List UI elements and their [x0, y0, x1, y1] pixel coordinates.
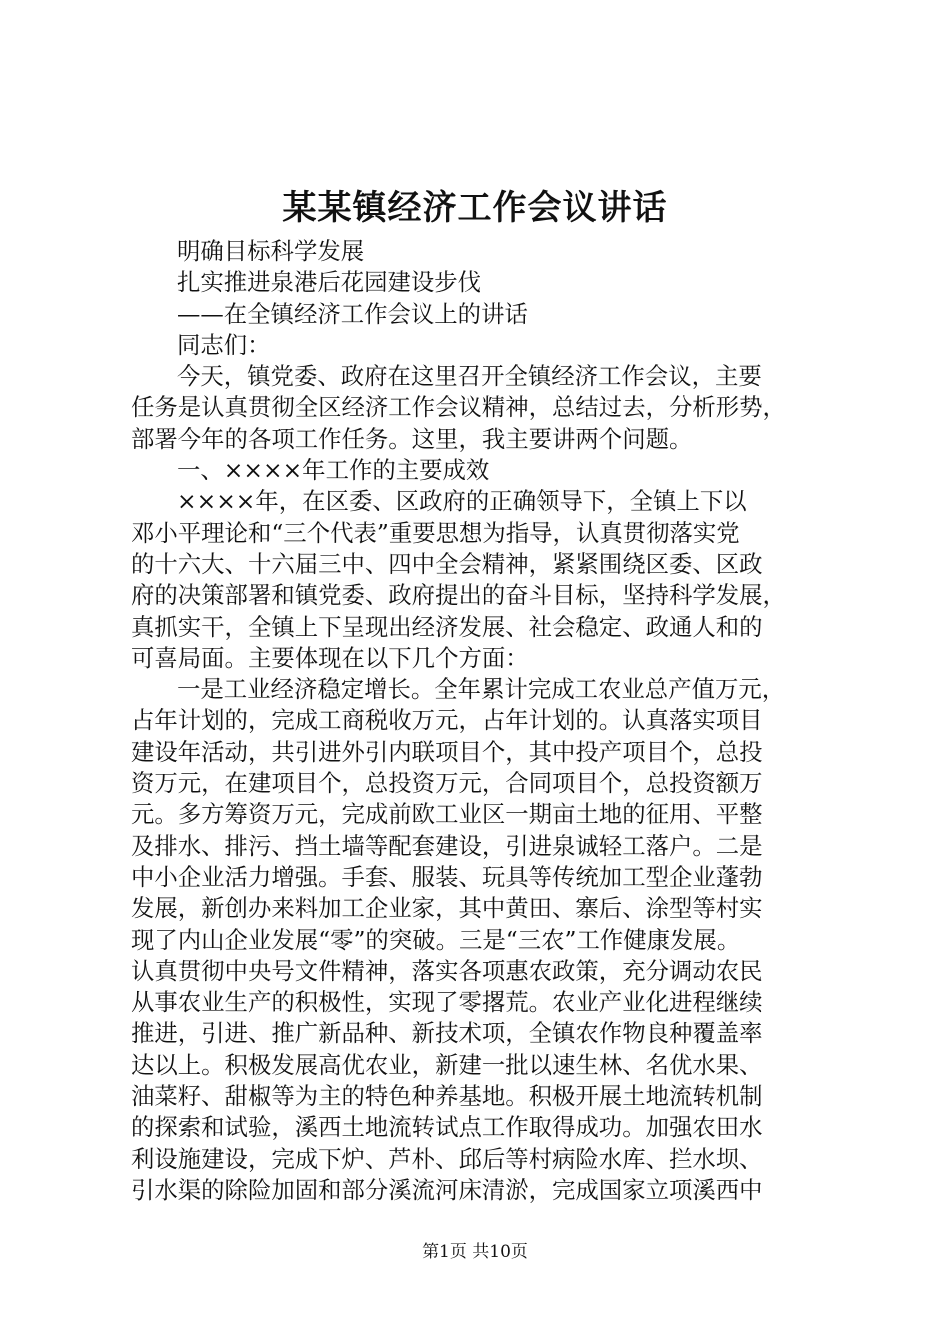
body-line: 可喜局面。主要体现在以下几个方面： — [131, 643, 529, 672]
body-line: 元。多方筹资万元，完成前欧工业区一期亩土地的征用、平整 — [131, 800, 763, 829]
body-line: 建设年活动，共引进外引内联项目个，其中投产项目个，总投 — [131, 737, 763, 766]
body-line: 认真贯彻中央号文件精神，落实各项惠农政策，充分调动农民 — [131, 956, 763, 985]
document-body — [131, 236, 831, 1206]
body-line: 油菜籽、甜椒等为主的特色种养基地。积极开展土地流转机制 — [131, 1082, 763, 1111]
body-line: 及排水、排污、挡土墙等配套建设，引进泉诚轻工落户。二是 — [131, 831, 763, 860]
body-line: 府的决策部署和镇党委、政府提出的奋斗目标，坚持科学发展， — [131, 581, 786, 610]
body-line: 从事农业生产的积极性，实现了零撂荒。农业产业化进程继续 — [131, 988, 763, 1017]
body-line: ——在全镇经济工作会议上的讲话 — [177, 299, 528, 328]
body-line: 的探索和试验，溪西土地流转试点工作取得成功。加强农田水 — [131, 1113, 763, 1142]
body-line: 同志们： — [177, 330, 271, 359]
body-line: 中小企业活力增强。手套、服装、玩具等传统加工型企业蓬勃 — [131, 862, 763, 891]
body-line: 占年计划的，完成工商税收万元，占年计划的。认真落实项目 — [131, 706, 763, 735]
body-line: 资万元，在建项目个，总投资万元，合同项目个，总投资额万 — [131, 769, 763, 798]
body-line: 扎实推进泉港后花园建设步伐 — [177, 268, 482, 297]
document-title: 某某镇经济工作会议讲话 — [282, 188, 668, 228]
body-line: 的十六大、十六届三中、四中全会精神，紧紧围绕区委、区政 — [131, 549, 763, 578]
body-line: 任务是认真贯彻全区经济工作会议精神，总结过去，分析形势， — [131, 393, 786, 422]
body-line: 利设施建设，完成下炉、芦朴、邱后等村病险水库、拦水坝、 — [131, 1144, 763, 1173]
body-line: 明确目标科学发展 — [177, 237, 365, 265]
body-line: 现了内山企业发展“零”的突破。三是“三农”工作健康发展。 — [131, 925, 741, 954]
body-line: 发展，新创办来料加工企业家，其中黄田、寨后、涂型等村实 — [131, 894, 763, 923]
body-line: 今天，镇党委、政府在这里召开全镇经济工作会议，主要 — [177, 362, 762, 391]
body-line: 推进，引进、推广新品种、新技术项，全镇农作物良种覆盖率 — [131, 1019, 763, 1048]
body-line: 引水渠的除险加固和部分溪流河床清淤，完成国家立项溪西中 — [131, 1175, 763, 1204]
body-line: 部署今年的各项工作任务。这里，我主要讲两个问题。 — [131, 424, 693, 453]
body-line: 一是工业经济稳定增长。全年累计完成工农业总产值万元， — [177, 675, 786, 704]
body-line: 一、××××年工作的主要成效 — [177, 456, 490, 485]
body-line: 达以上。积极发展高优农业，新建一批以速生林、名优水果、 — [131, 1050, 763, 1079]
body-line: ××××年，在区委、区政府的正确领导下，全镇上下以 — [177, 487, 747, 516]
body-line: 邓小平理论和“三个代表”重要思想为指导，认真贯彻落实党 — [131, 518, 740, 547]
body-line: 真抓实干，全镇上下呈现出经济发展、社会稳定、政通人和的 — [131, 612, 763, 641]
page-footer: 第1页 共10页 — [422, 1242, 528, 1262]
